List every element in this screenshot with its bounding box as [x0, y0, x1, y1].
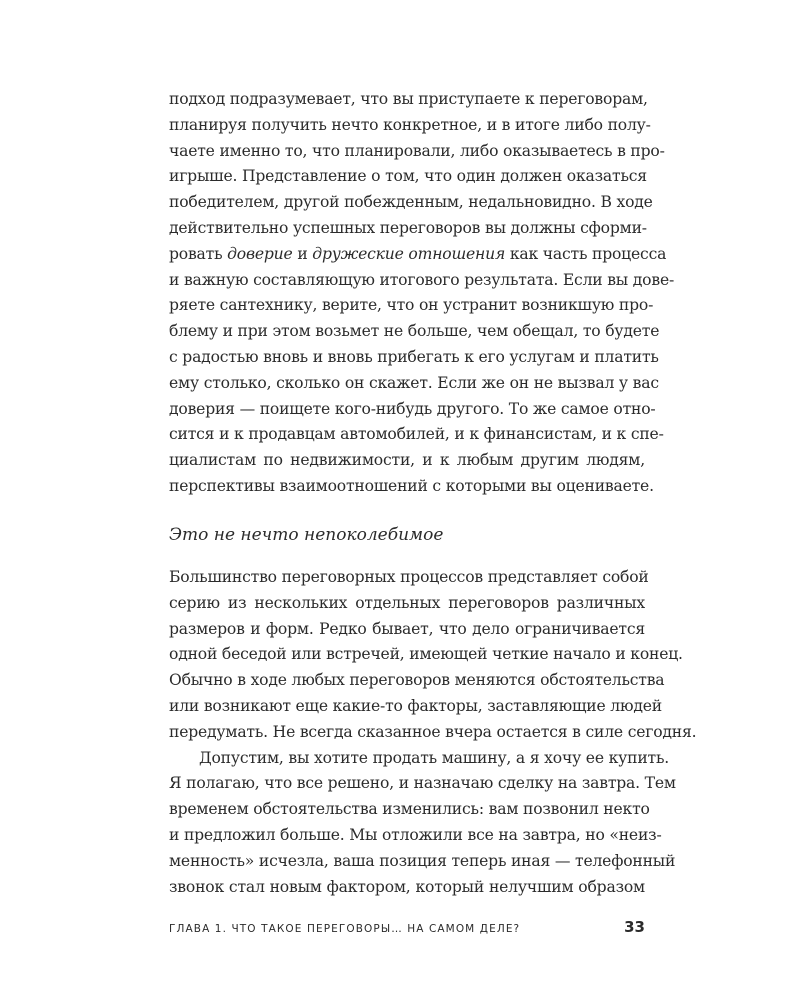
page-footer: [169, 918, 645, 942]
text-line: с радостью вновь и вновь прибегать к его услугам и платить: [169, 347, 659, 366]
text-line: и важную составляющую итогового результата. Если вы дове-: [169, 270, 675, 289]
text-line-with-emphasis: [169, 242, 667, 268]
text-line: сится и к продавцам автомобилей, и к финансистам, и к спе-: [169, 425, 664, 444]
text-line: звонок стал новым фактором, который нелучшим образом: [169, 877, 645, 896]
text-line: Большинство переговорных процессов представляет собой: [169, 568, 649, 586]
text-line: передумать. Не всегда сказанное вчера остается в силе сегодня.: [169, 722, 697, 741]
text-line: циалистам по недвижимости, и к любым другим людям,: [169, 451, 645, 470]
text-line: менность» исчезла, ваша позиция теперь иная — телефонный: [169, 851, 676, 870]
text-line: серию из нескольких отдельных переговоров различных: [169, 593, 645, 612]
emphasis-trust: доверие: [227, 244, 293, 263]
text-line: Обычно в ходе любых переговоров меняются обстоятельства: [169, 671, 665, 690]
text-line: одной беседой или встречей, имеющей четкие начало и конец.: [169, 645, 683, 664]
section-heading: Это не нечто непоколебимое: [169, 525, 444, 545]
text-line: планируя получить нечто конкретное, и в итоге либо полу-: [169, 115, 651, 134]
text-line: размеров и форм. Редко бывает, что дело ограничивается: [169, 619, 645, 638]
text-line: и предложил больше. Мы отложили все на завтра, но «неиз-: [169, 825, 662, 844]
text-line: перспективы взаимоотношений с которыми вы оцениваете.: [169, 476, 654, 495]
text-run: как часть процесса: [505, 244, 667, 263]
text-line: Я полагаю, что все решено, и назначаю сделку на завтра. Тем: [169, 774, 676, 793]
text-run: и: [292, 244, 313, 263]
text-line: блему и при этом возьмет не больше, чем обещал, то будете: [169, 322, 660, 341]
paragraph-not-fixed: [169, 565, 697, 900]
text-line: ему столько, сколько он скажет. Если же он не вызвал у вас: [169, 373, 659, 392]
text-line: Допустим, вы хотите продать машину, а я хочу ее купить.: [199, 748, 669, 767]
text-line: ряете сантехнику, верите, что он устранит возникшую про-: [169, 296, 654, 315]
text-line: доверия — поищете кого-нибудь другого. То же самое отно-: [169, 399, 656, 418]
text-line: подход подразумевает, что вы приступаете к переговорам,: [169, 90, 648, 108]
paragraph-trust: [169, 87, 675, 500]
page-number: 33: [624, 918, 645, 936]
text-line: действительно успешных переговоров вы должны сформи-: [169, 218, 647, 237]
text-line: или возникают еще какие-то факторы, заставляющие людей: [169, 696, 662, 715]
emphasis-friendly-relations: дружеские отношения: [312, 244, 506, 263]
text-line: чаете именно то, что планировали, либо оказываетесь в про-: [169, 141, 665, 160]
text-line: игрыше. Представление о том, что один должен оказаться: [169, 167, 647, 186]
text-run: ровать: [169, 244, 228, 263]
running-chapter-title: ГЛАВА 1. ЧТО ТАКОЕ ПЕРЕГОВОРЫ… НА САМОМ ДЕЛЕ?: [169, 923, 521, 935]
text-line: временем обстоятельства изменились: вам позвонил некто: [169, 800, 650, 819]
text-line: победителем, другой побежденным, недальновидно. В ходе: [169, 193, 653, 212]
